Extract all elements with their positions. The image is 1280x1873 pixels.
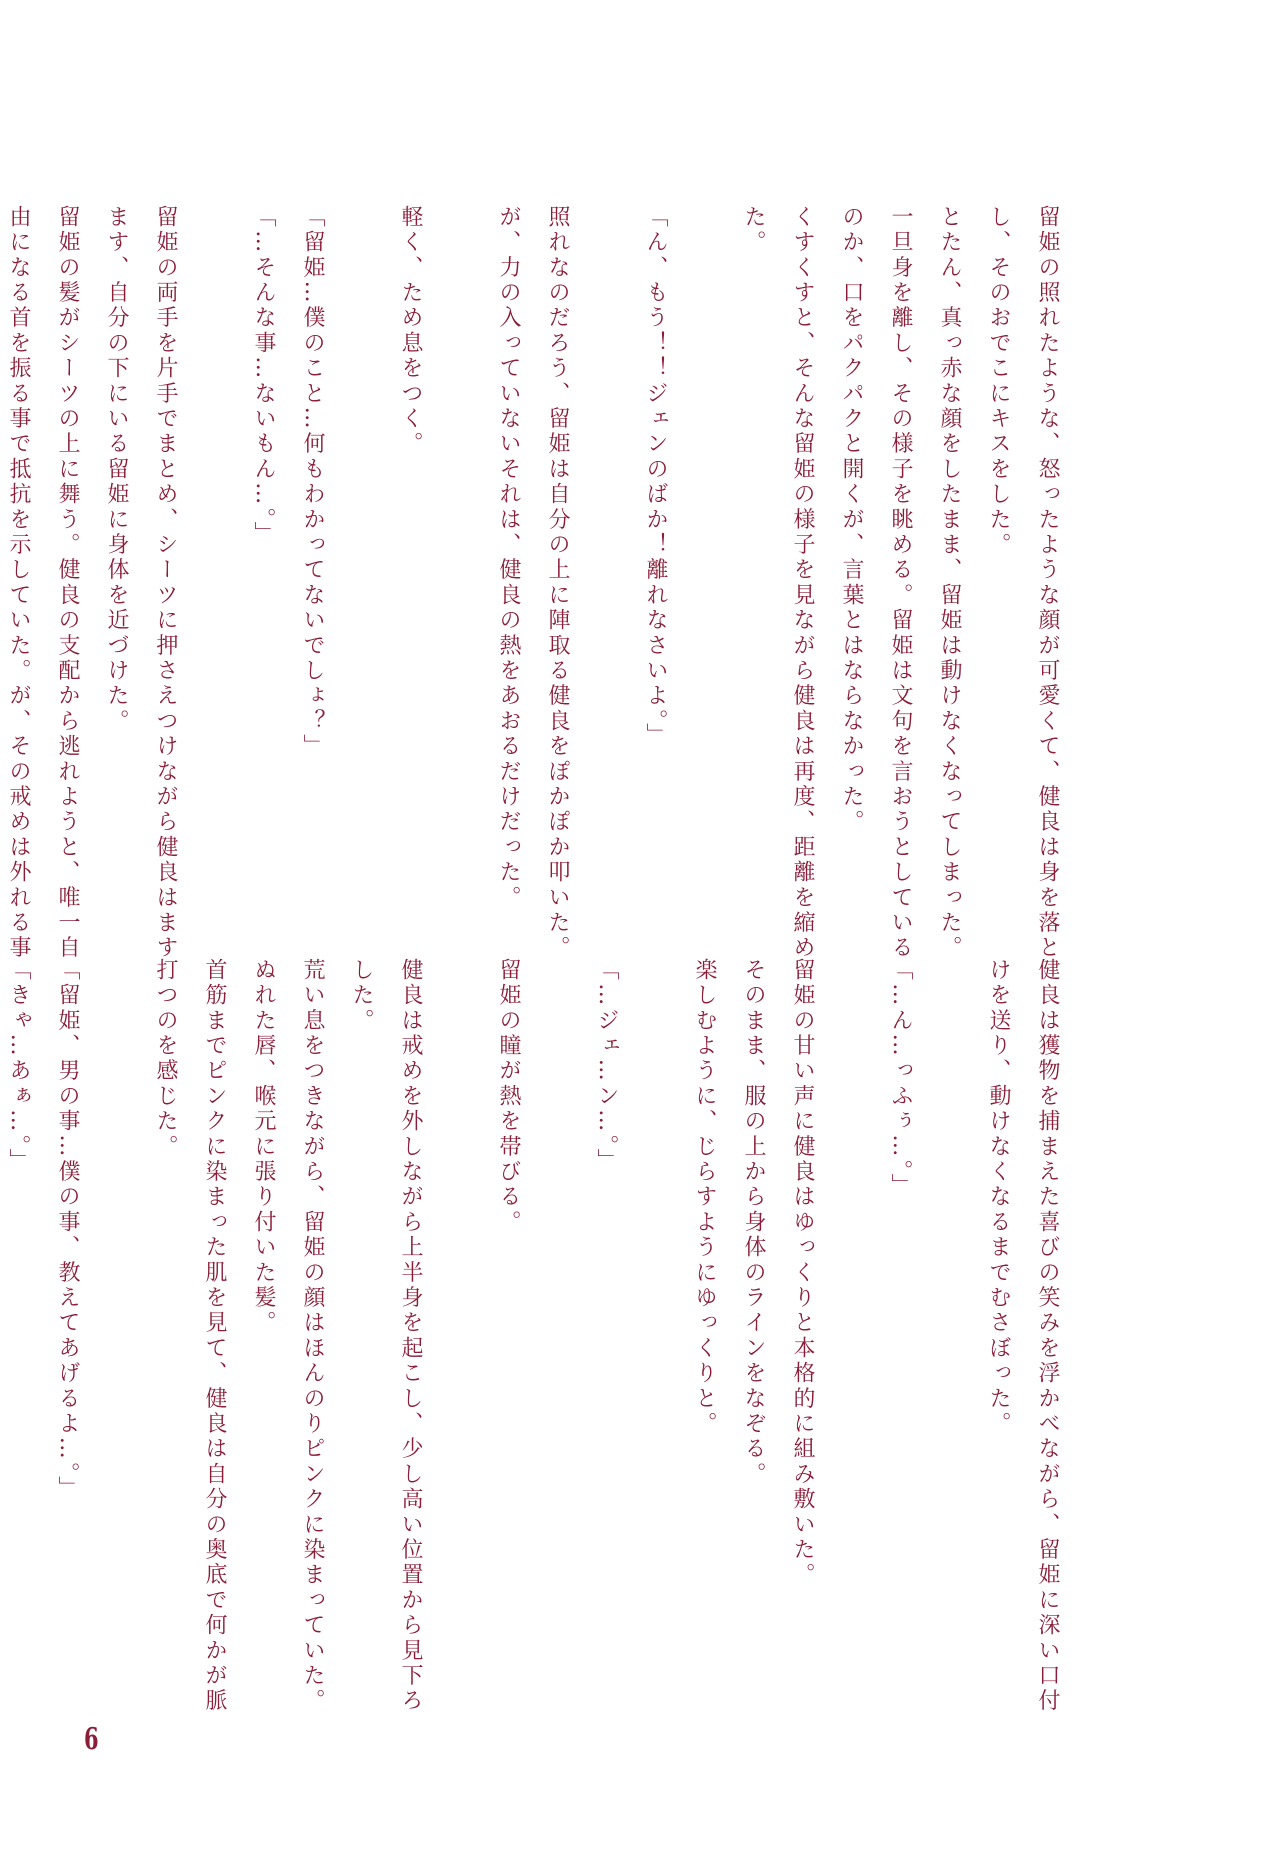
text-line: した。 bbox=[349, 958, 374, 1034]
text-line: 「きゃ…あぁ…。」 bbox=[6, 958, 31, 1174]
text-line: とたん、真っ赤な顔をしたまま、留姫は動けなくなってしまった。 bbox=[937, 205, 962, 961]
text-line: 一旦身を離し、その様子を眺める。留姫は文句を言おうとしている bbox=[888, 205, 913, 961]
text-line: ます、自分の下にいる留姫に身体を近づけた。 bbox=[104, 205, 129, 735]
text-line bbox=[582, 205, 631, 925]
text-line: 首筋までピンクに染まった肌を見て、健良は自分の奥底で何かが脈 bbox=[202, 958, 227, 1715]
text-line: 健良は獲物を捕まえた喜びの笑みを浮かべながら、留姫に深い口付 bbox=[1035, 958, 1060, 1714]
text-line: 留姫の照れたような、怒ったような顔が可愛くて、健良は身を落と bbox=[1035, 205, 1060, 962]
text-line: 留姫の両手を片手でまとめ、シーツに押さえつけながら健良はます bbox=[153, 205, 178, 961]
text-line bbox=[533, 958, 582, 1678]
text-line: 軽く、ため息をつく。 bbox=[398, 205, 423, 457]
text-line: 「ん、もう！！ジェンのばか！離れなさいよ。」 bbox=[643, 205, 668, 749]
text-line: くすくすと、そんな留姫の様子を見ながら健良は再度、距離を縮め bbox=[790, 205, 815, 961]
text-line: そのまま、服の上から身体のラインをなぞる。 bbox=[741, 958, 766, 1488]
text-line: 楽しむように、じらすようにゆっくりと。 bbox=[692, 958, 717, 1437]
text-line bbox=[190, 205, 239, 925]
text-line bbox=[92, 958, 141, 1678]
text-line: 留姫の甘い声に健良はゆっくりと本格的に組み敷いた。 bbox=[790, 958, 815, 1588]
upper-text-block bbox=[0, 205, 1072, 962]
text-line: のか、口をパクパクと開くが、言葉とはならなかった。 bbox=[839, 205, 864, 835]
text-line bbox=[337, 205, 386, 925]
text-line: が、力の入っていないそれは、健良の熱をあおるだけだった。 bbox=[496, 205, 521, 911]
text-line: 留姫の髪がシーツの上に舞う。健良の支配から逃れようと、唯一自 bbox=[55, 205, 80, 961]
lower-text-block bbox=[0, 958, 1072, 1715]
text-line: 留姫の瞳が熱を帯びる。 bbox=[496, 958, 521, 1236]
text-line: 「…そんな事…ないもん…。」 bbox=[251, 205, 276, 547]
text-line bbox=[680, 205, 729, 925]
text-line: 「…ん…っふぅ…。」 bbox=[888, 958, 913, 1199]
text-line: 照れなのだろう、留姫は自分の上に陣取る健良をぽかぽか叩いた。 bbox=[545, 205, 570, 961]
text-line: し、そのおでこにキスをした。 bbox=[986, 205, 1011, 558]
text-line: ぬれた唇、喉元に張り付いた髪。 bbox=[251, 958, 276, 1336]
text-line: た。 bbox=[741, 205, 766, 256]
text-line: 荒い息をつきながら、留姫の顔はほんのりピンクに染まっていた。 bbox=[300, 958, 325, 1714]
text-line: 由になる首を振る事で抵抗を示していた。が、その戒めは外れる事 bbox=[6, 205, 31, 961]
text-line: けを送り、動けなくなるまでむさぼった。 bbox=[986, 958, 1011, 1437]
text-line bbox=[631, 958, 680, 1678]
text-line: 打つのを感じた。 bbox=[153, 958, 178, 1160]
page-number: 6 bbox=[84, 1722, 99, 1757]
text-line bbox=[827, 958, 876, 1678]
text-line bbox=[435, 205, 484, 925]
text-line: 「…ジェ…ン…。」 bbox=[594, 958, 619, 1174]
text-line bbox=[435, 958, 484, 1678]
text-line: 「留姫…僕のこと…何もわかってないでしょ？」 bbox=[300, 205, 325, 760]
text-line bbox=[925, 958, 974, 1678]
text-line: 健良は戒めを外しながら上半身を起こし、少し高い位置から見下ろ bbox=[398, 958, 423, 1715]
text-line: 「留姫、男の事…僕の事、教えてあげるよ…。」 bbox=[55, 958, 80, 1502]
